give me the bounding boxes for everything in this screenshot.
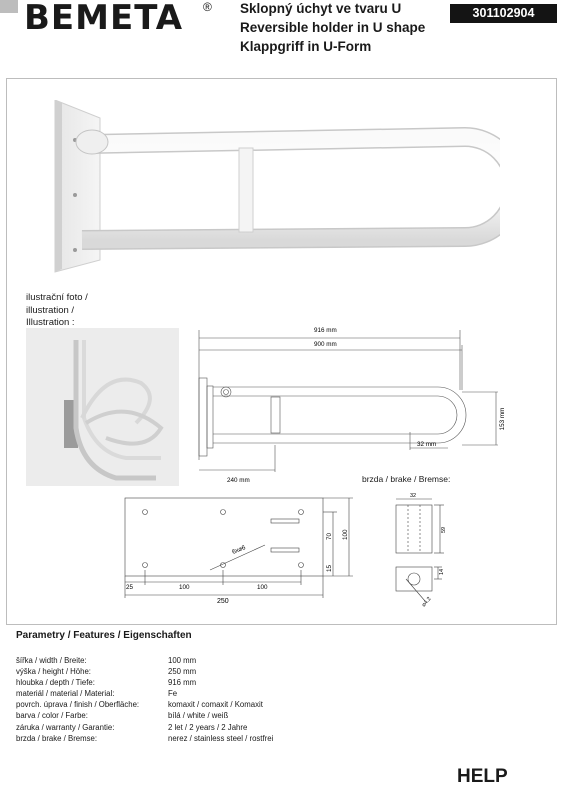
dim-153: 153 mm xyxy=(499,407,506,431)
params-row: materiál / material / Material: Fe xyxy=(16,689,178,699)
plate-dim-250: 250 xyxy=(217,598,229,605)
illustration-label: ilustrační foto / illustration / Illustration : xyxy=(26,292,88,328)
product-titles xyxy=(240,0,425,56)
params-row: povrch. úprava / finish / Oberfläche: komaxit / comaxit / Komaxit xyxy=(16,700,263,710)
params-row: záruka / warranty / Garantie: 2 let / 2 years / 2 Jahre xyxy=(16,722,248,732)
dim-32: 32 mm xyxy=(417,441,437,448)
logo-square xyxy=(0,0,18,13)
plate-dim-100c: 100 xyxy=(342,529,349,540)
plate-dim-25: 25 xyxy=(126,584,134,591)
screw-label: 6x⌀6 xyxy=(231,544,247,556)
side-view-drawing xyxy=(180,320,520,490)
params-row: výška / height / Höhe: 250 mm xyxy=(16,667,197,677)
title-cz: Sklopný úchyt ve tvaru U xyxy=(240,1,402,16)
plate-view-drawing xyxy=(105,490,365,620)
params-row: barva / color / Farbe: bílá / white / weiß xyxy=(16,711,229,721)
folding-holder-photo xyxy=(26,328,179,486)
plate-dim-70: 70 xyxy=(326,532,333,540)
title-de: Klappgriff in U-Form xyxy=(240,39,372,54)
plate-dim-100a: 100 xyxy=(179,584,190,591)
brake-dim-14: 14 xyxy=(439,568,445,575)
dim-240: 240 mm xyxy=(227,477,250,484)
title-en: Reversible holder in U shape xyxy=(240,20,426,35)
brake-dim-32: 32 xyxy=(410,493,417,499)
brake-detail-drawing xyxy=(380,485,480,615)
brand-logo: BEMETA xyxy=(24,0,184,38)
brake-label: brzda / brake / Bremse: xyxy=(362,474,451,484)
params-row: šířka / width / Breite: 100 mm xyxy=(16,656,197,665)
params-title: Parametry / Features / Eigenschaften xyxy=(16,630,192,641)
series-name: HELP xyxy=(457,766,508,787)
product-code: 301102904 xyxy=(450,4,557,23)
plate-dim-100b: 100 xyxy=(257,584,268,591)
dim-900: 900 mm xyxy=(314,341,337,348)
product-hero-image xyxy=(50,100,500,275)
brake-dim-59: 59 xyxy=(441,526,447,533)
dim-916: 916 mm xyxy=(314,327,337,334)
params-row: hloubka / depth / Tiefe: 916 mm xyxy=(16,678,197,688)
plate-dim-15: 15 xyxy=(326,564,333,572)
brake-dim-hole: ⌀4.2 xyxy=(420,596,433,609)
params-table xyxy=(16,655,273,744)
params-row: brzda / brake / Bremse: nerez / stainless steel / rostfrei xyxy=(16,733,274,743)
illustration-photo xyxy=(26,328,179,486)
registered-mark: ® xyxy=(203,0,212,14)
